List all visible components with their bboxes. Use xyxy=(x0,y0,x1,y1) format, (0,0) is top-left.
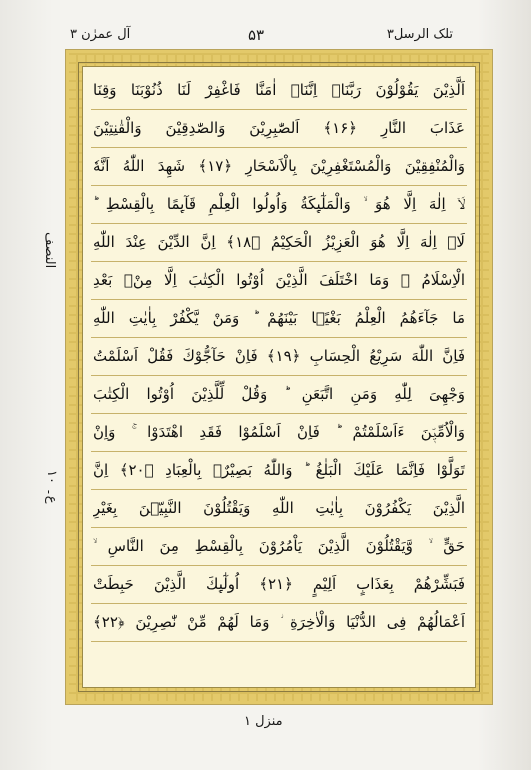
surah-name: آل عمرٰن ۳ xyxy=(70,27,131,42)
text-line: وَجْهِیَ لِلّٰهِ وَمَنِ اتَّبَعَنِ ؕ وَقُلْ لِّلَّذِیْنَ اُوْتُوا الْكِتٰبَ xyxy=(93,385,465,403)
text-area xyxy=(82,66,476,688)
para-name: تلک الرسل۳ xyxy=(386,27,453,42)
margin-marker-ruku: ع۔ ۱۰ xyxy=(44,470,59,504)
text-line: فَاِنَّ اللّٰهَ سَرِیْعُ الْحِسَابِ ﴿۱۹﴾ فَاِنْ حَآجُّوْكَ فَقُلْ اَسْلَمْتُ xyxy=(93,347,465,365)
text-line: مَا جَآءَهُمُ الْعِلْمُ بَغْیًۢا بَیْنَهُمْ ؕ وَمَنْ یَّكْفُرْ بِاٰیٰتِ اللّٰهِ xyxy=(93,309,465,327)
manzil-marker: منزل ۱ xyxy=(244,714,283,729)
text-line: وَالْاُمِّیّٖنَ ءَاَسْلَمْتُمْ ؕ فَاِنْ اَسْلَمُوْا فَقَدِ اهْتَدَوْا ۚ وَاِنْ xyxy=(93,423,465,441)
text-line: الَّذِیْنَ یَكْفُرُوْنَ بِاٰیٰتِ اللّٰهِ وَیَقْتُلُوْنَ النَّبِیّٖنَ بِغَیْرِ xyxy=(93,499,465,517)
text-line: لَاۤ اِلٰهَ اِلَّا هُوَ ۙ وَالْمَلٰٓىِٕكَةُ وَاُولُوا الْعِلْمِ قَآىِٕمًا بِالْقِسْطِ ؕ xyxy=(93,195,465,213)
text-line: اَعْمَالُهُمْ فِی الدُّنْیَا وَالْاٰخِرَةِ ؗ وَمَا لَهُمْ مِّنْ نّٰصِرِیْنَ ﴿۲۲﴾ xyxy=(93,613,465,631)
text-line: وَالْمُنْفِقِیْنَ وَالْمُسْتَغْفِرِیْنَ بِالْاَسْحَارِ ﴿۱۷﴾ شَهِدَ اللّٰهُ اَنَّهٗ xyxy=(93,157,465,175)
page-number: ۵۳ xyxy=(248,26,265,44)
text-line: لَاۤ اِلٰهَ اِلَّا هُوَ الْعَزِیْزُ الْحَكِیْمُ ﴿۱۸﴾ اِنَّ الدِّیْنَ عِنْدَ اللّٰهِ xyxy=(93,233,465,251)
decorative-border xyxy=(66,50,492,704)
text-line: الْاِسْلَامُ ۫ وَمَا اخْتَلَفَ الَّذِیْنَ اُوْتُوا الْكِتٰبَ اِلَّا مِنْۢ بَعْدِ xyxy=(93,271,465,289)
text-line: فَبَشِّرْهُمْ بِعَذَابٍ اَلِیْمٍ ﴿۲۱﴾ اُولٰٓىِٕكَ الَّذِیْنَ حَبِطَتْ xyxy=(93,575,465,593)
text-line: عَذَابَ النَّارِ ﴿۱۶﴾ اَلصّٰبِرِیْنَ وَالصّٰدِقِیْنَ وَالْقٰنِتِیْنَ xyxy=(93,119,465,137)
line-rule xyxy=(91,641,467,642)
text-line: تَوَلَّوْا فَاِنَّمَا عَلَیْكَ الْبَلٰغُ ؕ وَاللّٰهُ بَصِیْرٌۢ بِالْعِبَادِ ﴿۲۰﴾ اِنَّ xyxy=(93,461,465,479)
text-line: اَلَّذِیْنَ یَقُوْلُوْنَ رَبَّنَاۤ اِنَّنَاۤ اٰمَنَّا فَاغْفِرْ لَنَا ذُنُوْبَنَا وَقِنَا xyxy=(93,81,465,99)
margin-marker-nisf: النصف xyxy=(42,232,57,269)
text-line: حَقٍّ ۙ وَّیَقْتُلُوْنَ الَّذِیْنَ یَاْمُرُوْنَ بِالْقِسْطِ مِنَ النَّاسِ ۙ xyxy=(93,537,465,555)
page-header xyxy=(0,0,531,50)
